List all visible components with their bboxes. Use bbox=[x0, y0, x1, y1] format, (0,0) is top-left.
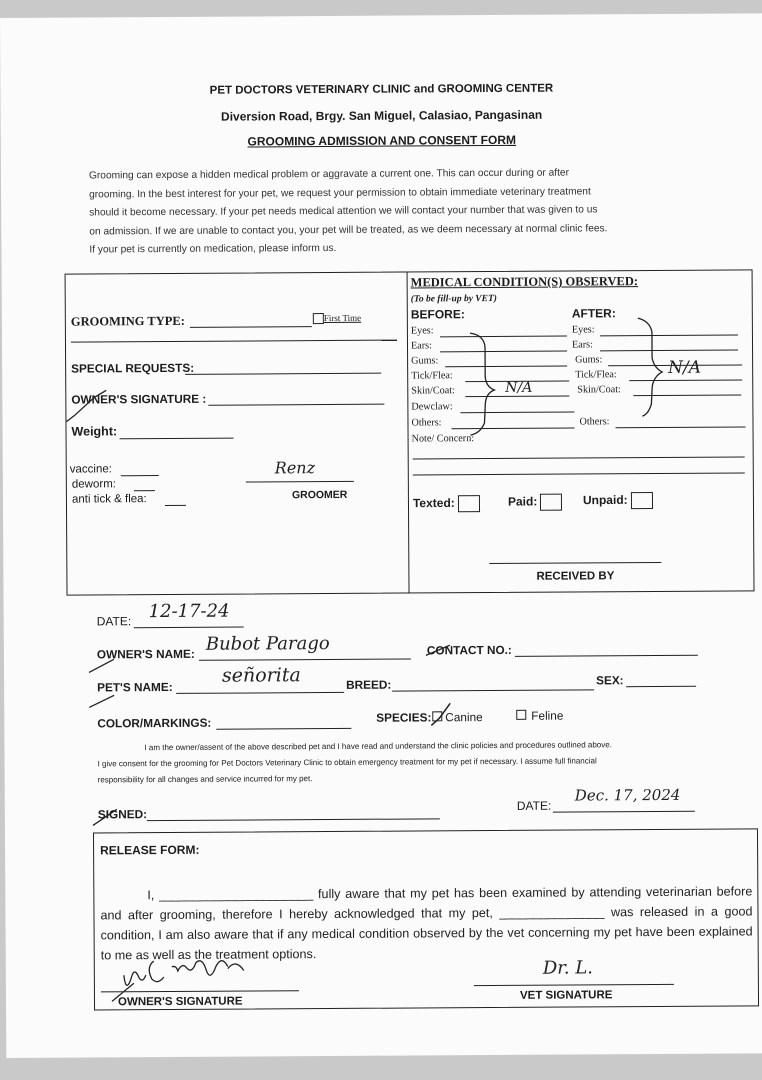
canine-check-mark bbox=[431, 703, 450, 725]
after-tickflea-label: Tick/Flea: bbox=[575, 369, 617, 381]
release-form-title: RELEASE FORM: bbox=[100, 842, 200, 858]
after-others-label: Others: bbox=[579, 416, 610, 428]
clinic-name: PET DOCTORS VETERINARY CLINIC and GROOMING CENTER bbox=[209, 82, 554, 97]
feline-label: Feline bbox=[531, 708, 564, 723]
after-gums-label: Gums: bbox=[575, 354, 603, 366]
antitick-label: anti tick & flea: bbox=[71, 493, 147, 506]
consent-line: responsibility for all changes and service incurred for my pet. bbox=[97, 774, 313, 785]
consent-line: I am the owner/assent of the above described pet and I have read and understand the clinic policies and procedures outlined above. bbox=[144, 740, 612, 753]
texted-label: Texted: bbox=[412, 495, 455, 511]
owner-name-label: OWNER'S NAME: bbox=[96, 646, 195, 662]
after-eyes-label: Eyes: bbox=[571, 324, 595, 336]
before-others-label: Others: bbox=[411, 417, 442, 429]
before-label: BEFORE: bbox=[410, 307, 465, 322]
special-requests-label: SPECIAL REQUESTS: bbox=[71, 360, 195, 376]
paid-label: Paid: bbox=[507, 494, 538, 509]
first-time-label: First Time bbox=[323, 312, 362, 324]
vaccine-label: vaccine: bbox=[69, 463, 112, 476]
intro-line: If your pet is currently on medication, please inform us. bbox=[89, 243, 337, 256]
date-label: DATE: bbox=[96, 614, 132, 629]
color-markings-label: COLOR/MARKINGS: bbox=[97, 715, 212, 731]
signed-label: SIGNED: bbox=[97, 807, 148, 822]
before-tickflea-label: Tick/Flea: bbox=[411, 370, 453, 382]
species-label: SPECIES: bbox=[376, 710, 432, 725]
weight-label: Weight: bbox=[71, 424, 118, 439]
sex-label: SEX: bbox=[596, 673, 624, 688]
groomer-value: Renz bbox=[274, 458, 316, 478]
owner-check-mark bbox=[66, 390, 106, 421]
before-na-value: N/A bbox=[505, 379, 533, 396]
pet-name-value: señorita bbox=[221, 664, 301, 687]
after-brace bbox=[638, 318, 663, 416]
owner-name-value: Bubot Parago bbox=[205, 632, 330, 655]
date-value: 12-17-24 bbox=[148, 600, 230, 623]
before-eyes-label: Eyes: bbox=[410, 325, 434, 337]
before-dewclaw-label: Dewclaw: bbox=[411, 401, 453, 413]
deworm-label: deworm: bbox=[71, 478, 116, 491]
owner-signature-label: OWNER'S SIGNATURE : bbox=[71, 391, 207, 407]
owner-release-signature-label: OWNER'S SIGNATURE bbox=[117, 995, 243, 1009]
contact-check-mark bbox=[426, 645, 450, 655]
before-ears-label: Ears: bbox=[410, 340, 432, 352]
medical-conditions-title: MEDICAL CONDITION(S) OBSERVED: bbox=[410, 274, 639, 290]
contact-label: CONTACT NO.: bbox=[426, 642, 512, 658]
after-ears-label: Ears: bbox=[571, 339, 593, 351]
consent-line: I give consent for the grooming for Pet Doctors Veterinary Clinic to obtain emergency treatment for my pet if necessary. I assume full financial bbox=[97, 756, 597, 769]
owner-release-signature bbox=[112, 961, 244, 1002]
pet-name-check-mark bbox=[89, 695, 114, 707]
pet-name-label: PET'S NAME: bbox=[97, 679, 173, 695]
before-brace bbox=[470, 333, 495, 435]
groomer-label: GROOMER bbox=[291, 488, 348, 502]
breed-label: BREED: bbox=[346, 677, 392, 692]
after-skincoat-label: Skin/Coat: bbox=[577, 384, 621, 396]
before-gums-label: Gums: bbox=[411, 355, 439, 367]
form-title: GROOMING ADMISSION AND CONSENT FORM bbox=[247, 132, 517, 149]
owner-name-check-mark bbox=[89, 659, 114, 672]
intro-line: Grooming can expose a hidden medical problem or aggravate a current one. This can occur during or after bbox=[88, 167, 570, 182]
note-concern-label: Note/ Concern: bbox=[411, 433, 475, 445]
consent-date-value: Dec. 17, 2024 bbox=[574, 785, 681, 805]
handwriting-strokes bbox=[0, 13, 762, 1058]
received-by-label: RECEIVED BY bbox=[536, 570, 615, 583]
unpaid-label: Unpaid: bbox=[582, 492, 628, 508]
intro-line: should it become necessary. If your pet needs medical attention we will contact your number that was given to us bbox=[89, 204, 598, 219]
canine-label: Canine bbox=[445, 710, 483, 725]
vet-signature-value: Dr. L. bbox=[542, 957, 594, 979]
vet-signature-label: VET SIGNATURE bbox=[519, 989, 613, 1002]
signed-check-mark bbox=[93, 809, 117, 825]
grooming-type-label: GROOMING TYPE: bbox=[70, 313, 185, 329]
clinic-address: Diversion Road, Brgy. San Miguel, Calasiao, Pangasinan bbox=[220, 107, 543, 124]
before-skincoat-label: Skin/Coat: bbox=[411, 385, 455, 397]
after-na-value: N/A bbox=[668, 357, 702, 378]
intro-line: on admission. If we are unable to contact you, your pet will be treated, as we deem necessary at normal clinic fees. bbox=[89, 223, 608, 238]
form-page bbox=[0, 13, 762, 1058]
intro-line: grooming. In the best interest for your pet, we request your permission to obtain immediate veterinary treatment bbox=[89, 185, 591, 201]
after-label: AFTER: bbox=[571, 306, 616, 321]
vet-fillup-note: (To be fill-up by VET) bbox=[410, 293, 497, 305]
consent-date-label: DATE: bbox=[516, 798, 552, 813]
release-text: I, ______________________ fully aware that my pet has been examined by attending veterinarian before and after grooming, therefore I hereby acknowledged that my pet, _______________ was released in a good condition, I am also aware that if any medical condition observed by the vet concerning my pet have been explained to me as well as the treatment options. bbox=[100, 884, 753, 963]
